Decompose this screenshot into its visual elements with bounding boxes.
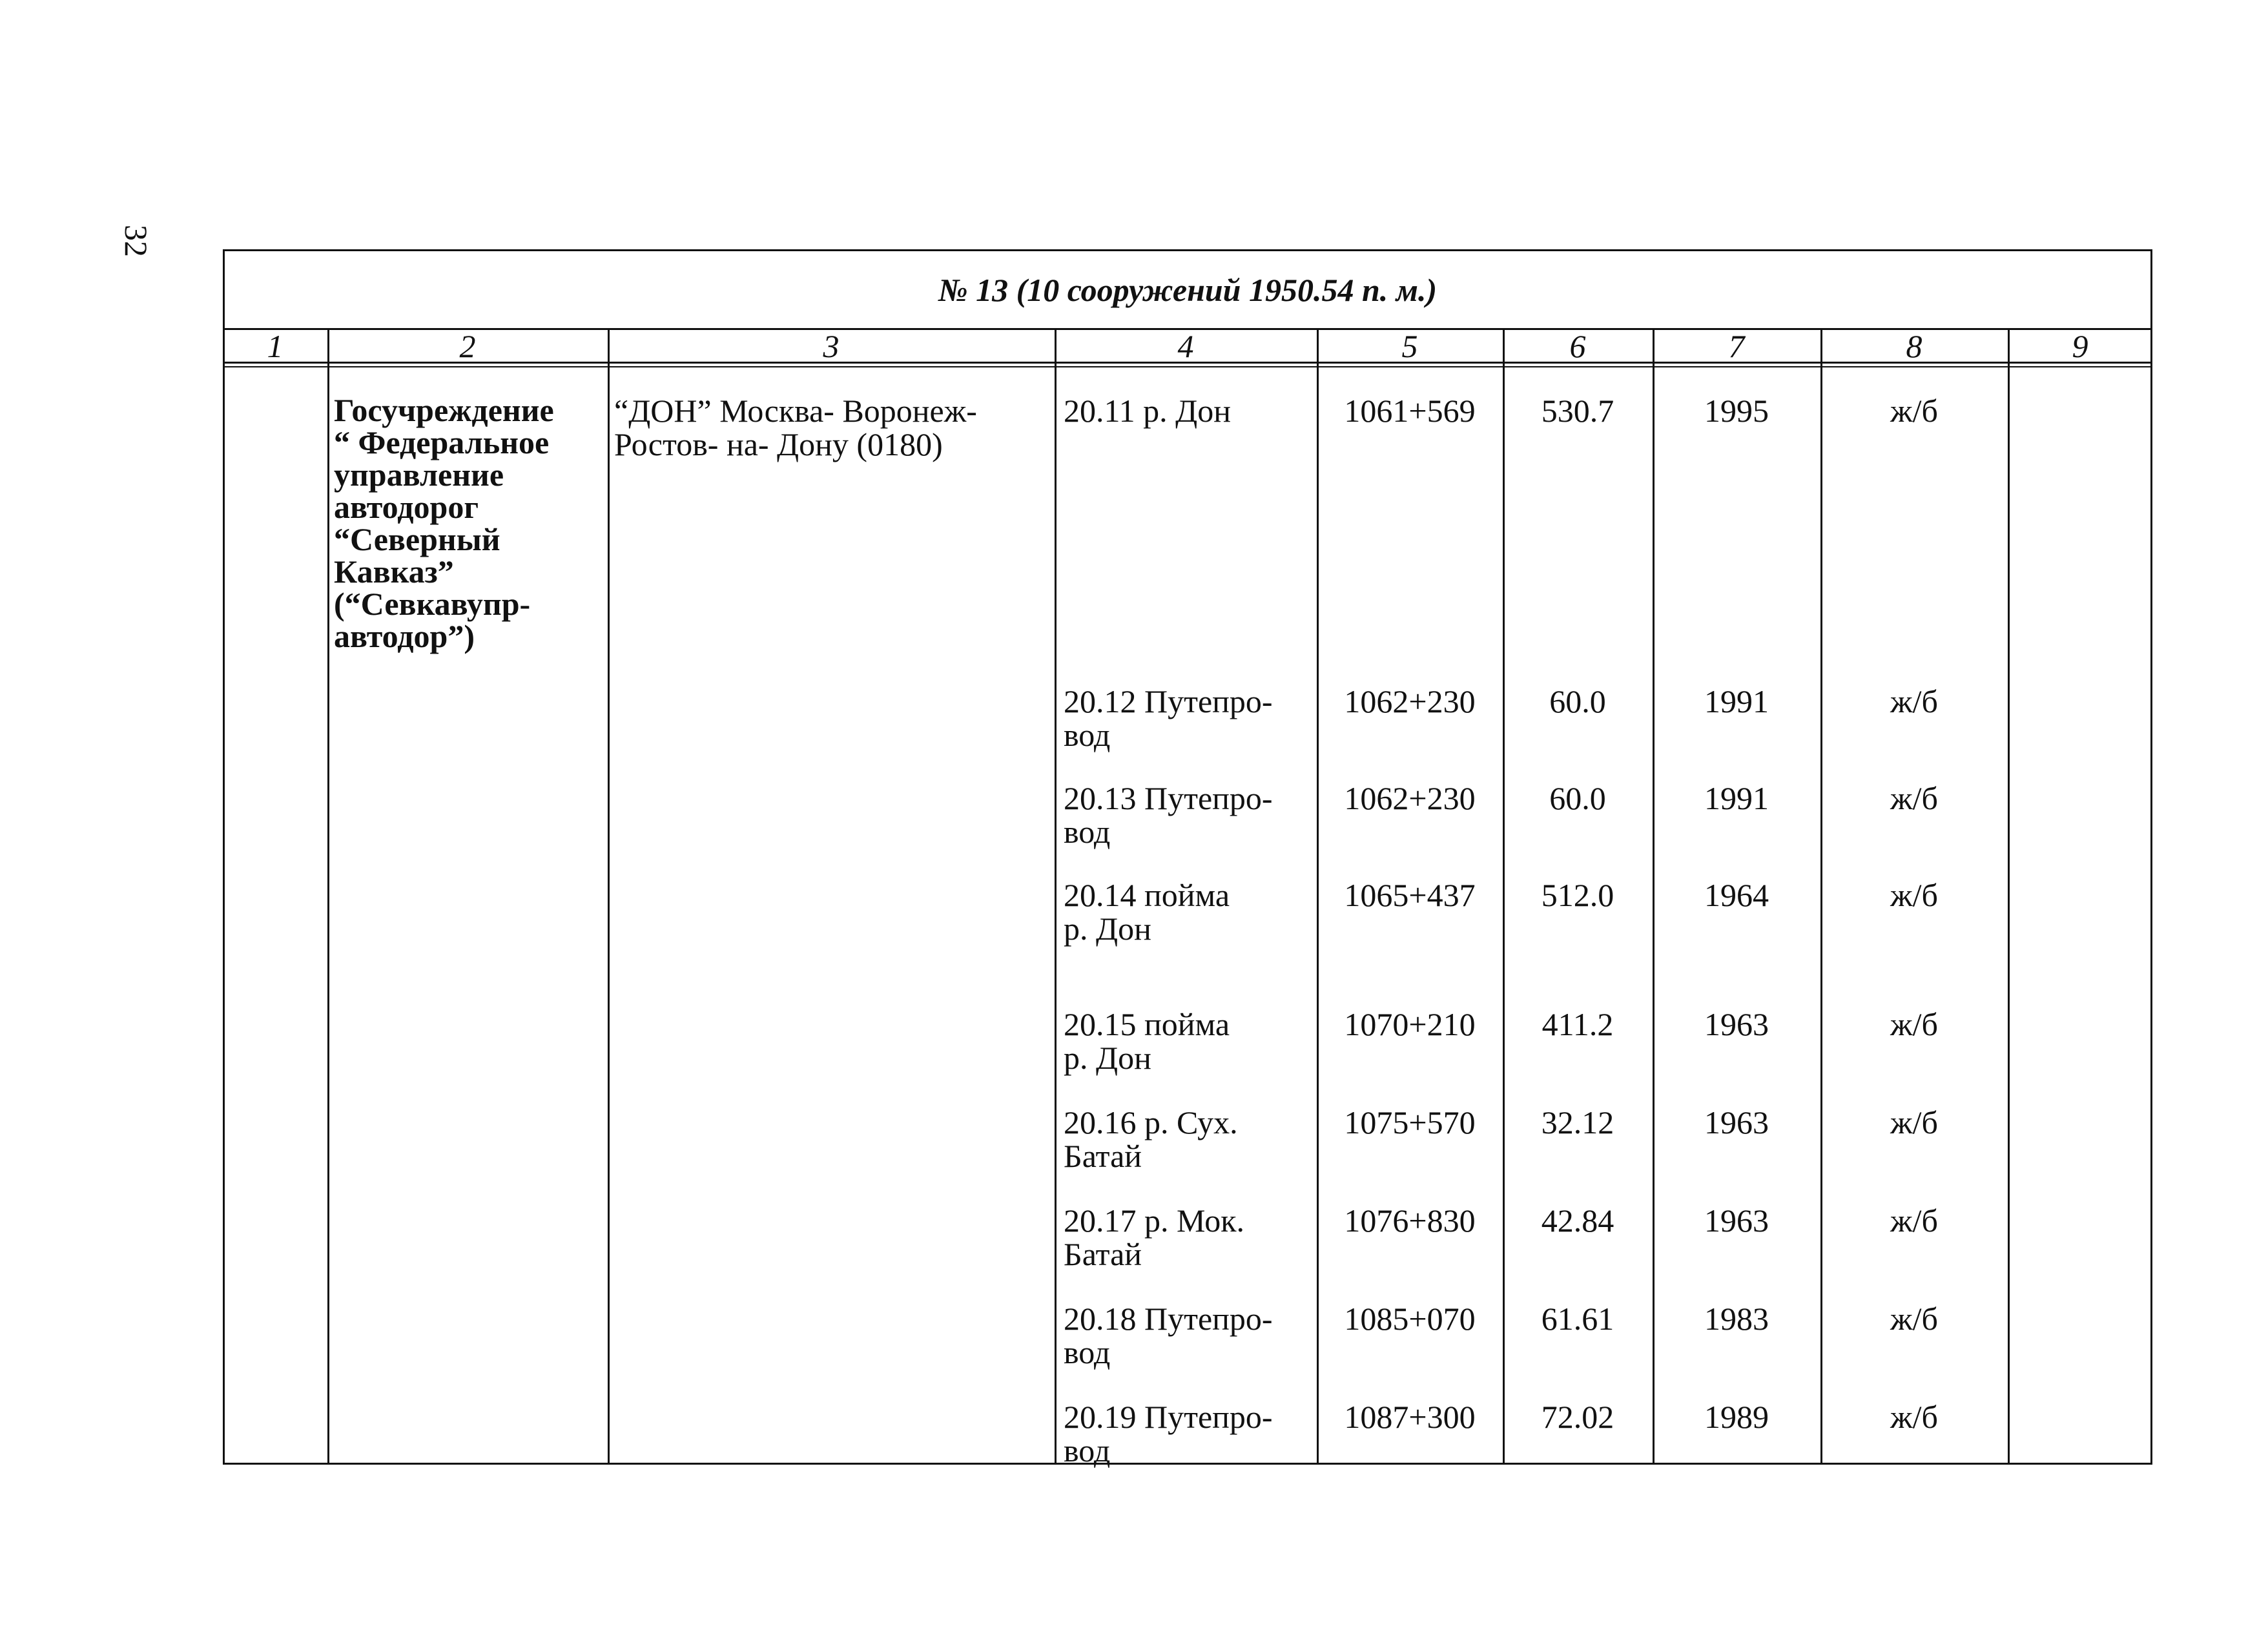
location-cell: 1062+230 [1344, 780, 1476, 816]
column-number: 8 [1906, 328, 1923, 364]
material-cell: ж/б [1890, 877, 1938, 913]
column-divider [2008, 328, 2010, 1465]
year-cell: 1995 [1704, 393, 1769, 429]
structure-cell: 20.18 Путепро- вод [1064, 1301, 1273, 1370]
material-cell: ж/б [1890, 1104, 1938, 1140]
length-cell: 42.84 [1541, 1202, 1614, 1239]
structures-table [223, 249, 2152, 1469]
material-cell: ж/б [1890, 683, 1938, 719]
location-cell: 1070+210 [1344, 1006, 1476, 1042]
material-cell: ж/б [1890, 780, 1938, 816]
column-number: 3 [823, 328, 840, 364]
material-cell: ж/б [1890, 1301, 1938, 1337]
location-cell: 1076+830 [1344, 1202, 1476, 1239]
column-number: 1 [267, 328, 284, 364]
column-number: 9 [2072, 328, 2088, 364]
table-border-top [223, 249, 2152, 251]
column-number: 7 [1728, 328, 1745, 364]
year-cell: 1983 [1704, 1301, 1769, 1337]
length-cell: 60.0 [1549, 780, 1606, 816]
location-cell: 1065+437 [1344, 877, 1476, 913]
year-cell: 1963 [1704, 1006, 1769, 1042]
colnum-separator-2 [223, 366, 2152, 367]
location-cell: 1087+300 [1344, 1399, 1476, 1435]
organization-cell: Госучреждение “ Федеральное управление автодорог “Северный Кавказ” (“Севкавупр- автодор”) [334, 392, 554, 654]
column-number: 6 [1569, 328, 1586, 364]
column-divider [327, 328, 329, 1465]
structure-cell: 20.13 Путепро- вод [1064, 780, 1273, 850]
material-cell: ж/б [1890, 393, 1938, 429]
year-cell: 1991 [1704, 683, 1769, 719]
location-cell: 1062+230 [1344, 683, 1476, 719]
length-cell: 32.12 [1541, 1104, 1614, 1140]
year-cell: 1989 [1704, 1399, 1769, 1435]
structure-cell: 20.16 р. Сух. Батай [1064, 1104, 1238, 1174]
location-cell: 1061+569 [1344, 393, 1476, 429]
length-cell: 411.2 [1541, 1006, 1614, 1042]
structure-cell: 20.12 Путепро- вод [1064, 683, 1273, 753]
year-cell: 1963 [1704, 1104, 1769, 1140]
length-cell: 72.02 [1541, 1399, 1614, 1435]
table-border-right [2150, 249, 2152, 1465]
year-cell: 1964 [1704, 877, 1769, 913]
material-cell: ж/б [1890, 1399, 1938, 1435]
structure-cell: 20.19 Путепро- вод [1064, 1399, 1273, 1469]
year-cell: 1963 [1704, 1202, 1769, 1239]
material-cell: ж/б [1890, 1202, 1938, 1239]
road-cell: “ДОН” Москва- Воронеж- Ростов- на- Дону (0180) [614, 393, 977, 462]
material-cell: ж/б [1890, 1006, 1938, 1042]
length-cell: 61.61 [1541, 1301, 1614, 1337]
table-caption: № 13 (10 сооружений 1950.54 п. м.) [938, 272, 1438, 308]
structure-cell: 20.11 р. Дон [1064, 393, 1232, 429]
table-border-left [223, 249, 225, 1465]
length-cell: 60.0 [1549, 683, 1606, 719]
location-cell: 1075+570 [1344, 1104, 1476, 1140]
column-divider [608, 328, 610, 1465]
column-number: 2 [459, 328, 476, 364]
length-cell: 530.7 [1541, 393, 1614, 429]
page-number: 32 [118, 225, 154, 257]
structure-cell: 20.15 пойма р. Дон [1064, 1006, 1230, 1076]
year-cell: 1991 [1704, 780, 1769, 816]
location-cell: 1085+070 [1344, 1301, 1476, 1337]
column-number: 5 [1401, 328, 1418, 364]
length-cell: 512.0 [1541, 877, 1614, 913]
structure-cell: 20.17 р. Мок. Батай [1064, 1202, 1245, 1272]
structure-cell: 20.14 пойма р. Дон [1064, 877, 1230, 947]
column-number: 4 [1177, 328, 1194, 364]
column-divider [1055, 328, 1057, 1465]
